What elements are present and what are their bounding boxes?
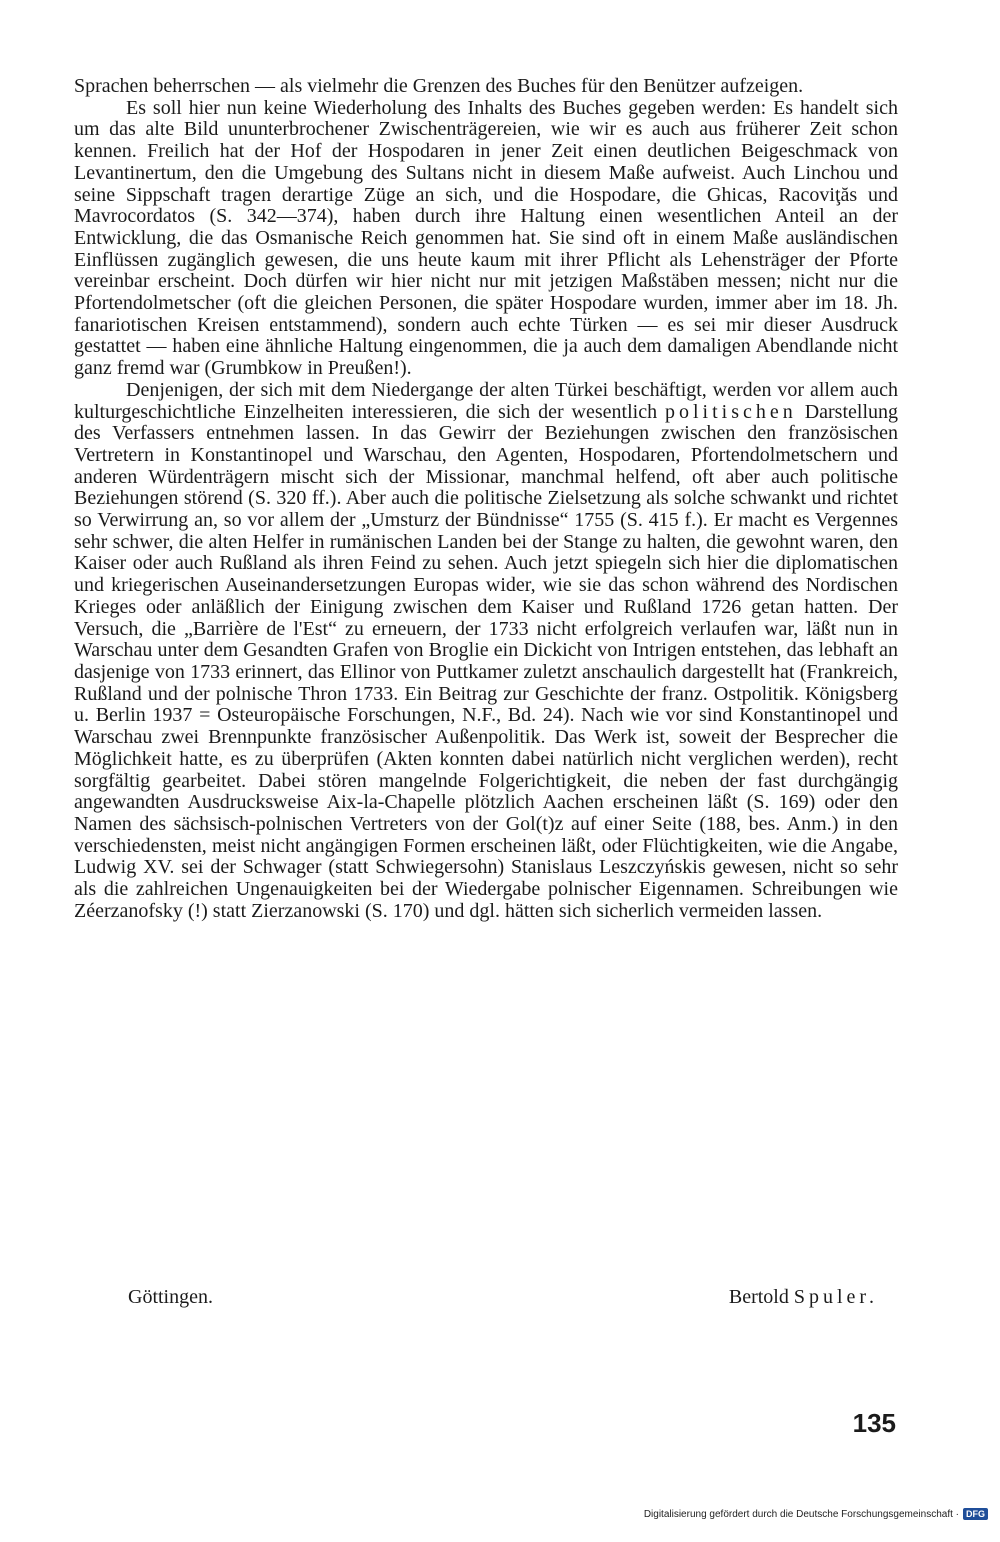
- signature-line: [128, 1286, 878, 1310]
- author-surname: Spuler.: [793, 1286, 878, 1308]
- paragraph-3-before: Denjenigen, der sich mit dem Niedergange der alten Türkei beschäftigt, werden vor allem auch kulturgeschichtliche Einzelheiten interessieren, die sich der wesentlich: [74, 378, 898, 423]
- paragraph-3-after: Darstellung des Verfassers entnehmen lassen. In das Gewirr der Beziehungen zwischen den französischen Vertretern in Konstantinopel und Warschau, den Agenten, Hospodaren, Pfortendolmetschern und anderen Würdenträgern mischt sich der Missionar, manchmal helfend, oft aber auch politische Beziehungen störend (S. 320 ff.). Aber auch die politische Zielsetzung als solche schwankt und richtet so Verwirrung an, so vor allem der „Umsturz der Bündnisse“ 1755 (S. 415 f.). Er macht es Vergennes sehr schwer, die alten Helfer in rumänischen Landen bei der Stange zu halten, die gewohnt waren, den Kaiser oder auch Rußland als ihren Feind zu sehen. Auch jetzt spiegeln sich hier die diplomatischen und kriegerischen Auseinandersetzungen Europas wider, wie sie das schon während des Nordischen Krieges oder anläßlich der Einigung zwischen dem Kaiser und Rußland 1726 getan hatten. Der Versuch, die „Barrière de l'Est“ zu erneuern, der 1733 nicht erfolgreich verlaufen war, läßt nun in Warschau unter dem Gesandten Grafen von Broglie ein Dickicht von Intrigen entstehen, das lebhaft an dasjenige von 1733 erinnert, das Ellinor von Puttkamer zuletzt anschaulich dargestellt hat (Frankreich, Rußland und der polnische Thron 1733. Ein Beitrag zur Geschichte der franz. Ostpolitik. Königsberg u. Berlin 1937 = Osteuropäische Forschungen, N.F., Bd. 24). Nach wie vor sind Konstantinopel und Warschau zwei Brennpunkte französischer Außenpolitik. Das Werk ist, soweit der Besprecher die Möglichkeit hatte, es zu überprüfen (Akten konnten dabei natürlich nicht verglichen werden), recht sorgfältig gearbeitet. Dabei stören mangelnde Folgerichtigkeit, die neben der fast durchgängig angewandten Ausdrucksweise Aix-la-Chapelle plötzlich Aachen erscheinen läßt (S. 169) oder den Namen des sächsisch-polnischen Vertreters von der Gol(t)z auf einer Seite (188, bes. Anm.) in den verschiedensten, meist nicht angängigen Formen erscheinen läßt, oder Flüchtigkeiten, wie die Angabe, Ludwig XV. sei der Schwager (statt Schwiegersohn) Stanislaus Leszczyńskis gewesen, nicht so sehr als die zahlreichen Ungenauigkeiten bei der Wiedergabe polnischer Eigennamen. Schreibungen wie Zéerzanofsky (!) statt Zierzanowski (S. 170) und dgl. hätten sich sicherlich vermeiden lassen.: [74, 400, 898, 922]
- digitization-footer: [644, 1508, 988, 1520]
- footer-text: Digitalisierung gefördert durch die Deutsche Forschungsgemeinschaft ·: [643, 1508, 959, 1520]
- author-first-name: Bertold: [728, 1286, 789, 1308]
- emphasis-politischen: politischen: [665, 400, 797, 423]
- dfg-logo: DFG: [963, 1508, 988, 1520]
- paragraph-1: Sprachen beherrschen — als vielmehr die Grenzen des Buches für den Benützer aufzeigen.: [74, 75, 804, 97]
- paragraph-2: Es soll hier nun keine Wiederholung des Inhalts des Buches gegeben werden: Es handelt sich um das alte Bild ununterbrochener Zwischenträgereien, wie wir es auch aus früherer Zeit schon kennen. Freilich hat der Hof der Hospodaren in jener Zeit einen deutlichen Beigeschmack von Levantinertum, den die Umgebung des Sultans nicht in diesem Maße aufweist. Auch Linchou und seine Sippschaft tragen derartige Züge an sich, und die Hospodare, die Ghicas, Racoviţăs und Mavrocordatos (S. 342—374), haben durch ihre Haltung einen wesentlichen Anteil an der Entwicklung, die das Osmanische Reich genommen hat. Sie sind oft in einem Maße ausländischen Einflüssen zugänglich gewesen, die uns heute kaum mit ihrer Pflicht als Lehensträger der Pforte vereinbar erscheint. Doch dürfen wir hier nicht nur mit jetzigen Maßstäben messen; nicht nur die Pfortendolmetscher (oft die gleichen Personen, die später Hospodare wurden, immer aber im 18. Jh. fanariotischen Kreisen entstammend), sondern auch echte Türken — es sei mir dieser Ausdruck gestattet — haben eine ähnliche Haltung eingenommen, die ja auch dem damaligen Abendlande nicht ganz fremd war (Grumbkow in Preußen!).: [74, 96, 898, 380]
- place-name: Göttingen.: [128, 1286, 213, 1308]
- article-body: [74, 76, 898, 922]
- page-number: 135: [852, 1408, 896, 1438]
- author-name: [729, 1286, 878, 1309]
- paragraph-3: [74, 380, 898, 923]
